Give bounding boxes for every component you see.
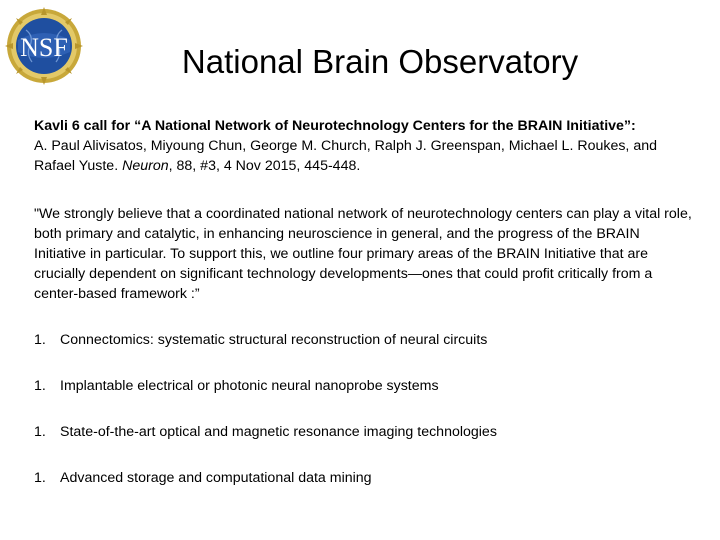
list-item [34, 330, 694, 350]
citation [34, 116, 694, 176]
list-item [34, 376, 694, 396]
quote-paragraph: "We strongly believe that a coordinated national network of neurotechnology centers can play a vital role, both primary and catalytic, in enhancing neuroscience in general, and the progress of the BRAIN Initiative in particular. To support this, we outline four primary areas of the BRAIN Initiative that are crucially dependent on significant technology developments—ones that could profit critically from a center-based framework :” [34, 206, 692, 302]
list-item-text: State-of-the-art optical and magnetic resonance imaging technologies [60, 424, 497, 440]
list-item [34, 422, 694, 442]
citation-journal: Neuron [122, 158, 169, 174]
list-item [34, 468, 694, 488]
primary-areas-list [34, 330, 694, 514]
citation-lead: Kavli 6 call for “A National Network of Neurotechnology Centers for the BRAIN Initiative”: [34, 118, 636, 134]
list-item-text: Advanced storage and computational data mining [60, 470, 372, 486]
nsf-logo-icon [4, 6, 84, 86]
list-item-number: 1. [34, 378, 46, 394]
citation-authors: A. Paul Alivisatos, Miyoung Chun, George M. Church, Ralph J. Greenspan, Michael L. Roukes, and Rafael Yuste. [34, 138, 657, 174]
citation-details: , 88, #3, 4 Nov 2015, 445-448. [168, 158, 361, 174]
list-item-number: 1. [34, 470, 46, 486]
logo-text: NSF [20, 33, 68, 62]
page-title: National Brain Observatory [181, 43, 579, 80]
nsf-logo [4, 6, 84, 86]
list-item-text: Connectomics: systematic structural reconstruction of neural circuits [60, 332, 488, 348]
list-item-text: Implantable electrical or photonic neural nanoprobe systems [60, 378, 439, 394]
list-item-number: 1. [34, 424, 46, 440]
list-item-number: 1. [34, 332, 46, 348]
